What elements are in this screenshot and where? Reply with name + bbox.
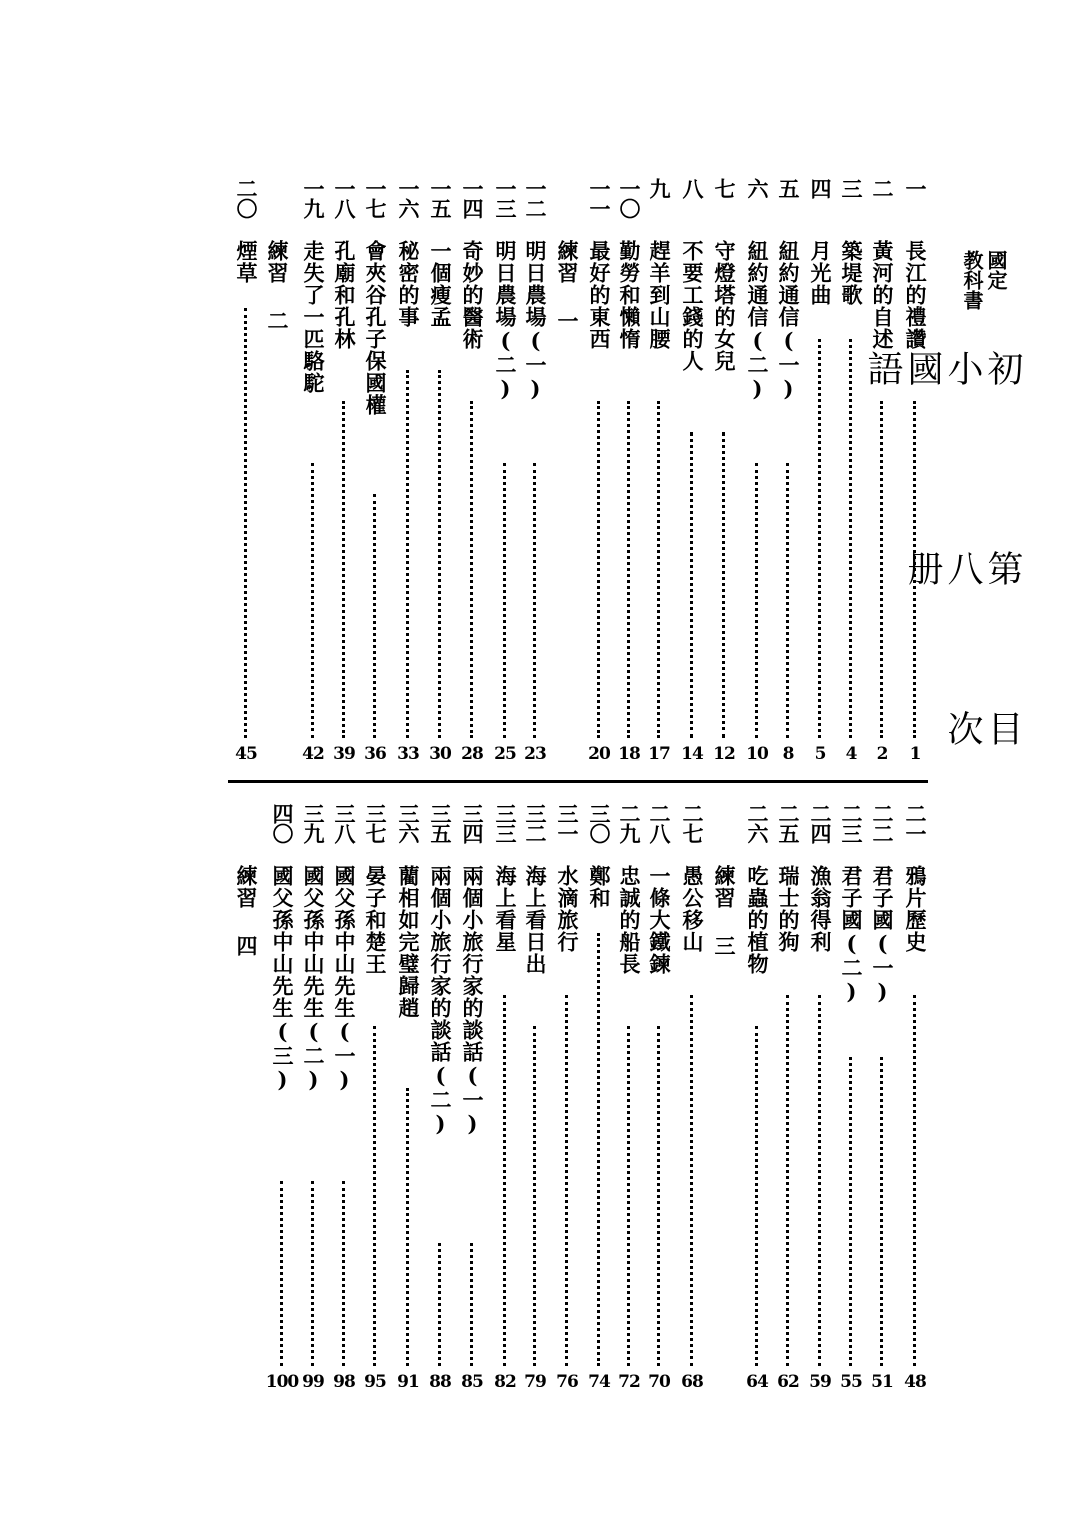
- lesson-number: 二六: [745, 803, 770, 843]
- dot-leader: [786, 463, 792, 738]
- dot-leader: [627, 401, 633, 738]
- toc-entry[interactable]: [360, 178, 390, 774]
- toc-entry[interactable]: [644, 803, 674, 1402]
- block-divider: [228, 780, 928, 783]
- lesson-number: 二四: [808, 803, 833, 843]
- dot-leader: [565, 995, 571, 1366]
- dot-leader: [470, 401, 476, 738]
- dot-leader: [533, 1026, 539, 1366]
- dot-leader: [597, 401, 603, 738]
- toc-entry[interactable]: [360, 803, 390, 1402]
- lesson-title: 練習 三: [712, 865, 737, 957]
- lesson-title: 一個瘦孟: [428, 240, 453, 328]
- lesson-number: 三八: [332, 803, 357, 843]
- toc-entry[interactable]: [490, 178, 520, 774]
- page-number: 28: [461, 744, 483, 764]
- toc-entry[interactable]: [742, 178, 772, 774]
- lesson-number: 一一: [587, 178, 612, 218]
- lesson-title: 君子國(一): [870, 865, 895, 1005]
- toc-entry[interactable]: [867, 178, 897, 774]
- dot-leader: [503, 463, 509, 738]
- lesson-title: 練習 二: [265, 240, 290, 332]
- book-title: 初小國語: [862, 350, 1023, 386]
- toc-entry[interactable]: [614, 803, 644, 1402]
- volume-label: 第八册: [902, 550, 1023, 586]
- page-number: 18: [618, 744, 640, 764]
- toc-entry[interactable]: [393, 803, 423, 1402]
- dot-leader: [373, 1026, 379, 1366]
- dot-leader: [690, 432, 696, 738]
- lesson-title: 兩個小旅行家的談話(二): [428, 865, 453, 1137]
- page-number: 36: [364, 744, 386, 764]
- lesson-title: 趕羊到山腰: [647, 240, 672, 350]
- lesson-number: 八: [680, 178, 705, 198]
- publisher-label: [958, 250, 1028, 340]
- lesson-title: 黃河的自述: [870, 240, 895, 350]
- lesson-number: 二三: [839, 803, 864, 843]
- lesson-title: 瑞士的狗: [776, 865, 801, 953]
- dot-leader: [342, 1181, 348, 1366]
- lesson-title: 會夾谷孔子保國權: [363, 240, 388, 416]
- page-number: 5: [814, 744, 826, 764]
- lesson-number: 一八: [332, 178, 357, 218]
- dot-leader: [311, 463, 317, 738]
- page-number: 12: [713, 744, 735, 764]
- lesson-number: 九: [647, 178, 672, 198]
- toc-entry[interactable]: [709, 178, 739, 774]
- page-number: 33: [397, 744, 419, 764]
- dot-leader: [722, 432, 728, 738]
- lesson-number: 三一: [555, 803, 580, 843]
- dot-leader: [244, 308, 250, 738]
- page-number: 70: [648, 1372, 670, 1392]
- lesson-title: 練習 一: [555, 240, 580, 332]
- lesson-number: 七: [712, 178, 737, 198]
- toc-entry[interactable]: [262, 178, 292, 774]
- dot-leader: [438, 370, 444, 738]
- toc-entry[interactable]: [267, 803, 297, 1402]
- lesson-title: 勤勞和懶惰: [617, 240, 642, 350]
- lesson-number: 四: [808, 178, 833, 198]
- lesson-number: 三九: [301, 803, 326, 843]
- page-number: 99: [302, 1372, 324, 1392]
- dot-leader: [849, 1057, 855, 1366]
- page-number: 23: [524, 744, 546, 764]
- dot-leader: [503, 995, 509, 1366]
- page-number: 72: [618, 1372, 640, 1392]
- dot-leader: [849, 339, 855, 738]
- page-number: 42: [302, 744, 324, 764]
- page-number: 10: [746, 744, 768, 764]
- toc-entry[interactable]: [552, 178, 582, 774]
- page-number: 79: [524, 1372, 546, 1392]
- toc-entry[interactable]: [773, 803, 803, 1402]
- lesson-title: 海上看日出: [523, 865, 548, 975]
- lesson-number: 二九: [617, 803, 642, 843]
- dot-leader: [373, 494, 379, 738]
- toc-entry[interactable]: [584, 803, 614, 1402]
- lesson-title: 明日農場(二): [493, 240, 518, 402]
- lesson-number: 二一: [903, 803, 928, 843]
- page-number: 30: [429, 744, 451, 764]
- toc-entry[interactable]: [329, 178, 359, 774]
- page-number: 91: [397, 1372, 419, 1392]
- page-number: 17: [648, 744, 670, 764]
- lesson-title: 走失了一匹駱駝: [301, 240, 326, 394]
- toc-entry[interactable]: [520, 178, 550, 774]
- publisher-line-2: 教科書: [960, 250, 984, 310]
- lesson-title: 鴉片歷史: [903, 865, 928, 953]
- page-number: 85: [461, 1372, 483, 1392]
- lesson-number: 三四: [460, 803, 485, 843]
- toc-entry[interactable]: [677, 178, 707, 774]
- lesson-title: 煙草: [234, 240, 259, 284]
- lesson-title: 愚公移山: [680, 865, 705, 953]
- lesson-number: 三: [839, 178, 864, 198]
- toc-entry[interactable]: [614, 178, 644, 774]
- lesson-number: 二五: [776, 803, 801, 843]
- lesson-title: 孔廟和孔林: [332, 240, 357, 350]
- lesson-title: 築堤歌: [839, 240, 864, 306]
- dot-leader: [280, 1181, 286, 1366]
- toc-entry[interactable]: [900, 803, 930, 1402]
- toc-entry[interactable]: [425, 803, 455, 1402]
- lesson-number: 三六: [396, 803, 421, 843]
- toc-entry[interactable]: [742, 803, 772, 1402]
- page-number: 95: [364, 1372, 386, 1392]
- lesson-number: 二: [870, 178, 895, 198]
- dot-leader: [438, 1243, 444, 1366]
- lesson-title: 國父孫中山先生(三): [270, 865, 295, 1093]
- page-number: 14: [681, 744, 703, 764]
- lesson-title: 一條大鐵鍊: [647, 865, 672, 975]
- page-number: 2: [876, 744, 888, 764]
- toc-entry[interactable]: [298, 178, 328, 774]
- dot-leader: [786, 995, 792, 1366]
- toc-entry[interactable]: [231, 803, 261, 1402]
- lesson-title: 兩個小旅行家的談話(一): [460, 865, 485, 1137]
- dot-leader: [533, 463, 539, 738]
- lesson-number: 四〇: [270, 803, 295, 843]
- page-number: 74: [588, 1372, 610, 1392]
- toc-entry[interactable]: [584, 178, 614, 774]
- page-number: 59: [809, 1372, 831, 1392]
- lesson-number: 二七: [680, 803, 705, 843]
- page-number: 48: [904, 1372, 926, 1392]
- lesson-title: 不要工錢的人: [680, 240, 705, 372]
- lesson-number: 三五: [428, 803, 453, 843]
- dot-leader: [880, 1057, 886, 1366]
- toc-entry[interactable]: [900, 178, 930, 774]
- lesson-number: 六: [745, 178, 770, 198]
- lesson-title: 練習 四: [234, 865, 259, 957]
- toc-entry[interactable]: [773, 178, 803, 774]
- dot-leader: [913, 401, 919, 738]
- dot-leader: [880, 401, 886, 738]
- toc-entry[interactable]: [836, 178, 866, 774]
- lesson-title: 海上看星: [493, 865, 518, 953]
- lesson-title: 君子國(二): [839, 865, 864, 1005]
- page-number: 76: [556, 1372, 578, 1392]
- lesson-number: 三七: [363, 803, 388, 843]
- toc-entry[interactable]: [552, 803, 582, 1402]
- lesson-title: 鄭和: [587, 865, 612, 909]
- lesson-title: 月光曲: [808, 240, 833, 306]
- dot-leader: [597, 933, 603, 1366]
- toc-entry[interactable]: [836, 803, 866, 1402]
- toc-entry[interactable]: [677, 803, 707, 1402]
- lesson-number: 一五: [428, 178, 453, 218]
- lesson-title: 奇妙的醫術: [460, 240, 485, 350]
- lesson-number: 二八: [647, 803, 672, 843]
- lesson-title: 長江的禮讚: [903, 240, 928, 350]
- toc-entry[interactable]: [490, 803, 520, 1402]
- dot-leader: [406, 1088, 412, 1366]
- page-number: 20: [588, 744, 610, 764]
- toc-entry[interactable]: [329, 803, 359, 1402]
- lesson-number: 一: [903, 178, 928, 198]
- dot-leader: [406, 370, 412, 738]
- lesson-title: 晏子和楚王: [363, 865, 388, 975]
- section-title: 目次: [942, 710, 1023, 746]
- page-number: 88: [429, 1372, 451, 1392]
- page-number: 98: [333, 1372, 355, 1392]
- page-number: 45: [235, 744, 257, 764]
- lesson-title: 忠誠的船長: [617, 865, 642, 975]
- lesson-number: 二二: [870, 803, 895, 843]
- page-number: 8: [782, 744, 794, 764]
- lesson-number: 三三: [493, 803, 518, 843]
- lesson-title: 藺相如完璧歸趙: [396, 865, 421, 1019]
- page-number: 68: [681, 1372, 703, 1392]
- lesson-number: 一七: [363, 178, 388, 218]
- toc-entry[interactable]: [457, 803, 487, 1402]
- dot-leader: [755, 463, 761, 738]
- page-number: 1: [909, 744, 921, 764]
- toc-entry[interactable]: [457, 178, 487, 774]
- toc-entry[interactable]: [298, 803, 328, 1402]
- lesson-title: 吃蟲的植物: [745, 865, 770, 975]
- toc-entry[interactable]: [393, 178, 423, 774]
- toc-entry[interactable]: [805, 178, 835, 774]
- page-number: 51: [871, 1372, 893, 1392]
- page-number: 25: [494, 744, 516, 764]
- toc-entry[interactable]: [644, 178, 674, 774]
- lesson-number: 一六: [396, 178, 421, 218]
- dot-leader: [818, 339, 824, 738]
- dot-leader: [913, 995, 919, 1366]
- page-number: 4: [845, 744, 857, 764]
- lesson-number: 二〇: [234, 178, 259, 218]
- lesson-title: 水滴旅行: [555, 865, 580, 953]
- lesson-title: 紐約通信(二): [745, 240, 770, 402]
- lesson-number: 一〇: [617, 178, 642, 218]
- toc-entry[interactable]: [425, 178, 455, 774]
- dot-leader: [627, 1026, 633, 1366]
- dot-leader: [690, 995, 696, 1366]
- page-number: 82: [494, 1372, 516, 1392]
- page-number: 39: [333, 744, 355, 764]
- dot-leader: [657, 401, 663, 738]
- dot-leader: [657, 1026, 663, 1366]
- toc-entry[interactable]: [520, 803, 550, 1402]
- lesson-title: 國父孫中山先生(一): [332, 865, 357, 1093]
- lesson-number: 一二: [523, 178, 548, 218]
- lesson-number: 三二: [523, 803, 548, 843]
- page-number: 55: [840, 1372, 862, 1392]
- lesson-title: 守燈塔的女兒: [712, 240, 737, 372]
- lesson-title: 秘密的事: [396, 240, 421, 328]
- dot-leader: [342, 401, 348, 738]
- toc-entry[interactable]: [805, 803, 835, 1402]
- lesson-number: 一九: [301, 178, 326, 218]
- page-number: 64: [746, 1372, 768, 1392]
- toc-entry[interactable]: [867, 803, 897, 1402]
- lesson-title: 國父孫中山先生(二): [301, 865, 326, 1093]
- publisher-line-1: 國定: [984, 250, 1008, 290]
- lesson-number: 三〇: [587, 803, 612, 843]
- dot-leader: [818, 995, 824, 1366]
- lesson-title: 漁翁得利: [808, 865, 833, 953]
- toc-entry[interactable]: [709, 803, 739, 1402]
- lesson-title: 明日農場(一): [523, 240, 548, 402]
- dot-leader: [755, 1026, 761, 1366]
- lesson-number: 五: [776, 178, 801, 198]
- dot-leader: [311, 1181, 317, 1366]
- dot-leader: [470, 1243, 476, 1366]
- lesson-number: 一四: [460, 178, 485, 218]
- toc-entry[interactable]: [231, 178, 261, 774]
- lesson-title: 紐約通信(一): [776, 240, 801, 402]
- page-number: 62: [777, 1372, 799, 1392]
- lesson-title: 最好的東西: [587, 240, 612, 350]
- lesson-number: 一三: [493, 178, 518, 218]
- page-number: 100: [265, 1372, 299, 1392]
